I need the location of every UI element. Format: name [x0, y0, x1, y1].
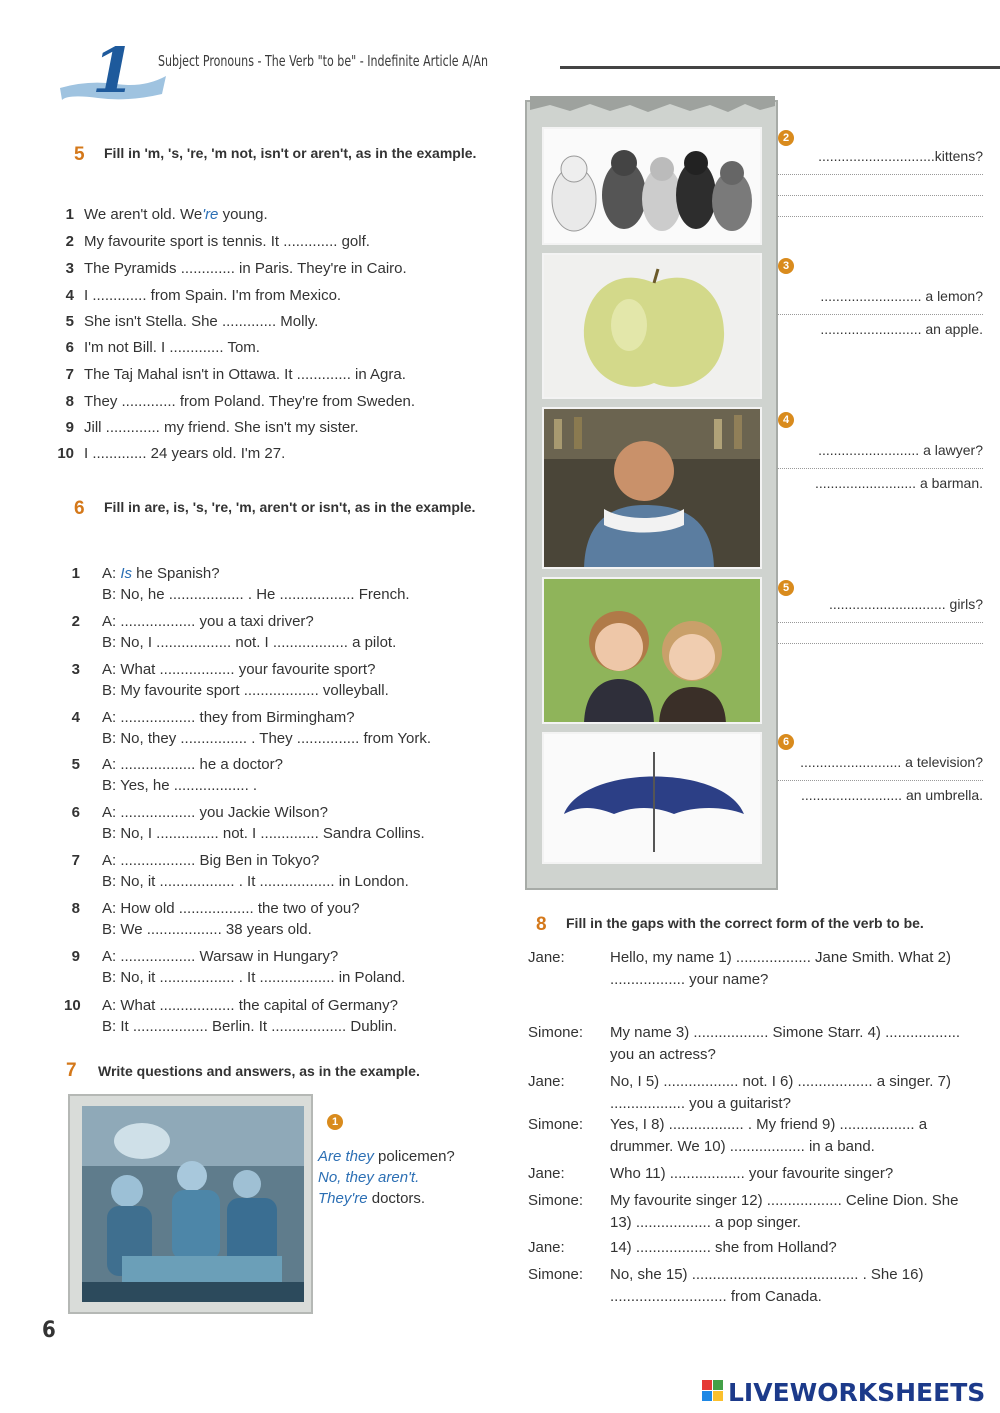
ex5-item[interactable]: 3 The Pyramids ............. in Paris. They're in Cairo. — [65, 260, 407, 277]
dialogue-line[interactable]: Jane: No, I 5) .................. not. I 6) .................. a singer. 7) .................. you a guitarist? — [528, 1073, 951, 1112]
dialogue-line[interactable]: Simone: No, she 15) ........................................ . She 16) ............................ from Canada. — [528, 1266, 924, 1305]
unit-number: 1 — [92, 36, 136, 106]
ex6-item[interactable]: 6 A: .................. you Jackie Wilson? B: No, I ............... not. I .............. Sandra Collins. — [71, 804, 425, 842]
ex5-item[interactable]: 10 I ............. 24 years old. I'm 27. — [57, 445, 286, 462]
ex7-item-number: 4 — [778, 412, 794, 428]
ex7-item-number: 3 — [778, 258, 794, 274]
dialogue-line[interactable]: Simone: My name 3) .................. Simone Starr. 4) .................. you an actress? — [528, 1024, 961, 1063]
header-rule — [560, 66, 1000, 69]
ex6-item[interactable]: 9 A: .................. Warsaw in Hungary? B: No, it .................. . It .................. in Poland. — [71, 948, 406, 986]
dialogue-line[interactable]: Simone: My favourite singer 12) .................. Celine Dion. She 13) .................. a pop singer. — [528, 1192, 959, 1231]
ex5-item[interactable]: 7 The Taj Mahal isn't in Ottawa. It ............. in Agra. — [65, 366, 406, 383]
umbrella-photo — [542, 732, 762, 864]
girls-photo — [542, 577, 762, 724]
ex5-item[interactable]: 4 I ............. from Spain. I'm from Mexico. — [65, 287, 342, 304]
page-number: 6 — [42, 1318, 56, 1343]
dialogue-line[interactable]: Jane: Who 11) .................. your favourite singer? — [528, 1165, 894, 1182]
ex7-example-number: 1 — [327, 1114, 343, 1130]
ex6-item[interactable]: 5 A: .................. he a doctor? B: Yes, he .................. . — [71, 756, 283, 794]
ex7-item[interactable]: 4 .......................... a lawyer? .......................... a barman. — [778, 412, 983, 491]
dialogue-line[interactable]: Simone: Yes, I 8) .................. . My friend 9) .................. a drummer. We 10) .................. in a band. — [528, 1116, 928, 1155]
ex8-number: 8 — [536, 914, 547, 935]
ex6-item[interactable]: 3 A: What .................. your favourite sport? B: My favourite sport .................. volleyball. — [71, 661, 389, 699]
ex7-item[interactable]: 6 .......................... a television? .......................... an umbrella. — [778, 734, 983, 803]
ex7-item-number: 5 — [778, 580, 794, 596]
ex6-item[interactable]: 4 A: .................. they from Birmingham? B: No, they ................ . They ............... from York. — [71, 709, 432, 747]
answer-example: 're — [202, 206, 219, 223]
ex5-number: 5 — [74, 144, 85, 165]
kittens-photo — [542, 127, 762, 245]
ex7-example-answer: Are they policemen? No, they aren't. They're doctors. — [318, 1148, 455, 1207]
ex5-instruction: Fill in 'm, 's, 're, 'm not, isn't or aren't, as in the example. — [104, 145, 477, 161]
ex6-item[interactable]: 7 A: .................. Big Ben in Tokyo? B: No, it .................. . It .................. in London. — [71, 852, 409, 890]
ex6-item[interactable]: 1 A: Is he Spanish? B: No, he .................. . He .................. French. — [71, 565, 410, 603]
barman-photo — [542, 407, 762, 569]
ex6-item[interactable]: 2 A: .................. you a taxi driver? B: No, I .................. not. I .................. a pilot. — [71, 613, 397, 651]
ex7-item-number: 6 — [778, 734, 794, 750]
ex6-number: 6 — [74, 498, 85, 519]
ex5-item[interactable]: 8 They ............. from Poland. They're from Sweden. — [65, 393, 416, 410]
dialogue-line[interactable]: Jane: Hello, my name 1) .................. Jane Smith. What 2) .................. your name? — [528, 949, 951, 988]
torn-paper-edge — [530, 96, 775, 114]
ex5-item: 1 We aren't old. We're young. — [65, 206, 268, 223]
ex5-item[interactable]: 6 I'm not Bill. I ............. Tom. — [65, 339, 260, 356]
ex5-item[interactable]: 9 Jill ............. my friend. She isn't my sister. — [65, 419, 359, 436]
answer-example: Is — [120, 565, 133, 582]
ex7-item[interactable]: 3 .......................... a lemon? .......................... an apple. — [778, 258, 983, 337]
watermark-text: LIVEWORKSHEETS — [728, 1378, 986, 1406]
ex6-instruction: Fill in are, is, 's, 're, 'm, aren't or isn't, as in the example. — [104, 499, 476, 515]
ex7-item[interactable]: 2 ..............................kittens? — [778, 130, 983, 217]
unit-number-badge — [58, 36, 168, 106]
apple-photo — [542, 253, 762, 399]
dialogue-line[interactable]: Jane: 14) .................. she from Holland? — [528, 1239, 837, 1256]
ex6-item[interactable]: 10 A: What .................. the capital of Germany? B: It .................. Berlin. It .................. Dublin. — [64, 997, 398, 1035]
ex7-item-number: 2 — [778, 130, 794, 146]
ex7-number: 7 — [66, 1060, 77, 1081]
ex7-instruction: Write questions and answers, as in the example. — [98, 1063, 420, 1079]
liveworksheets-logo — [700, 1376, 990, 1411]
ex8-instruction: Fill in the gaps with the correct form of the verb to be. — [566, 915, 924, 931]
ex5-item[interactable]: 5 She isn't Stella. She ............. Molly. — [65, 313, 319, 330]
page-title: Subject Pronouns - The Verb "to be" - Indefinite Article A/An — [158, 52, 488, 70]
ex7-item[interactable]: 5 .............................. girls? — [778, 580, 983, 644]
ex6-item[interactable]: 8 A: How old .................. the two of you? B: We .................. 38 years old. — [71, 900, 360, 938]
ex5-item[interactable]: 2 My favourite sport is tennis. It ............. golf. — [65, 233, 370, 250]
